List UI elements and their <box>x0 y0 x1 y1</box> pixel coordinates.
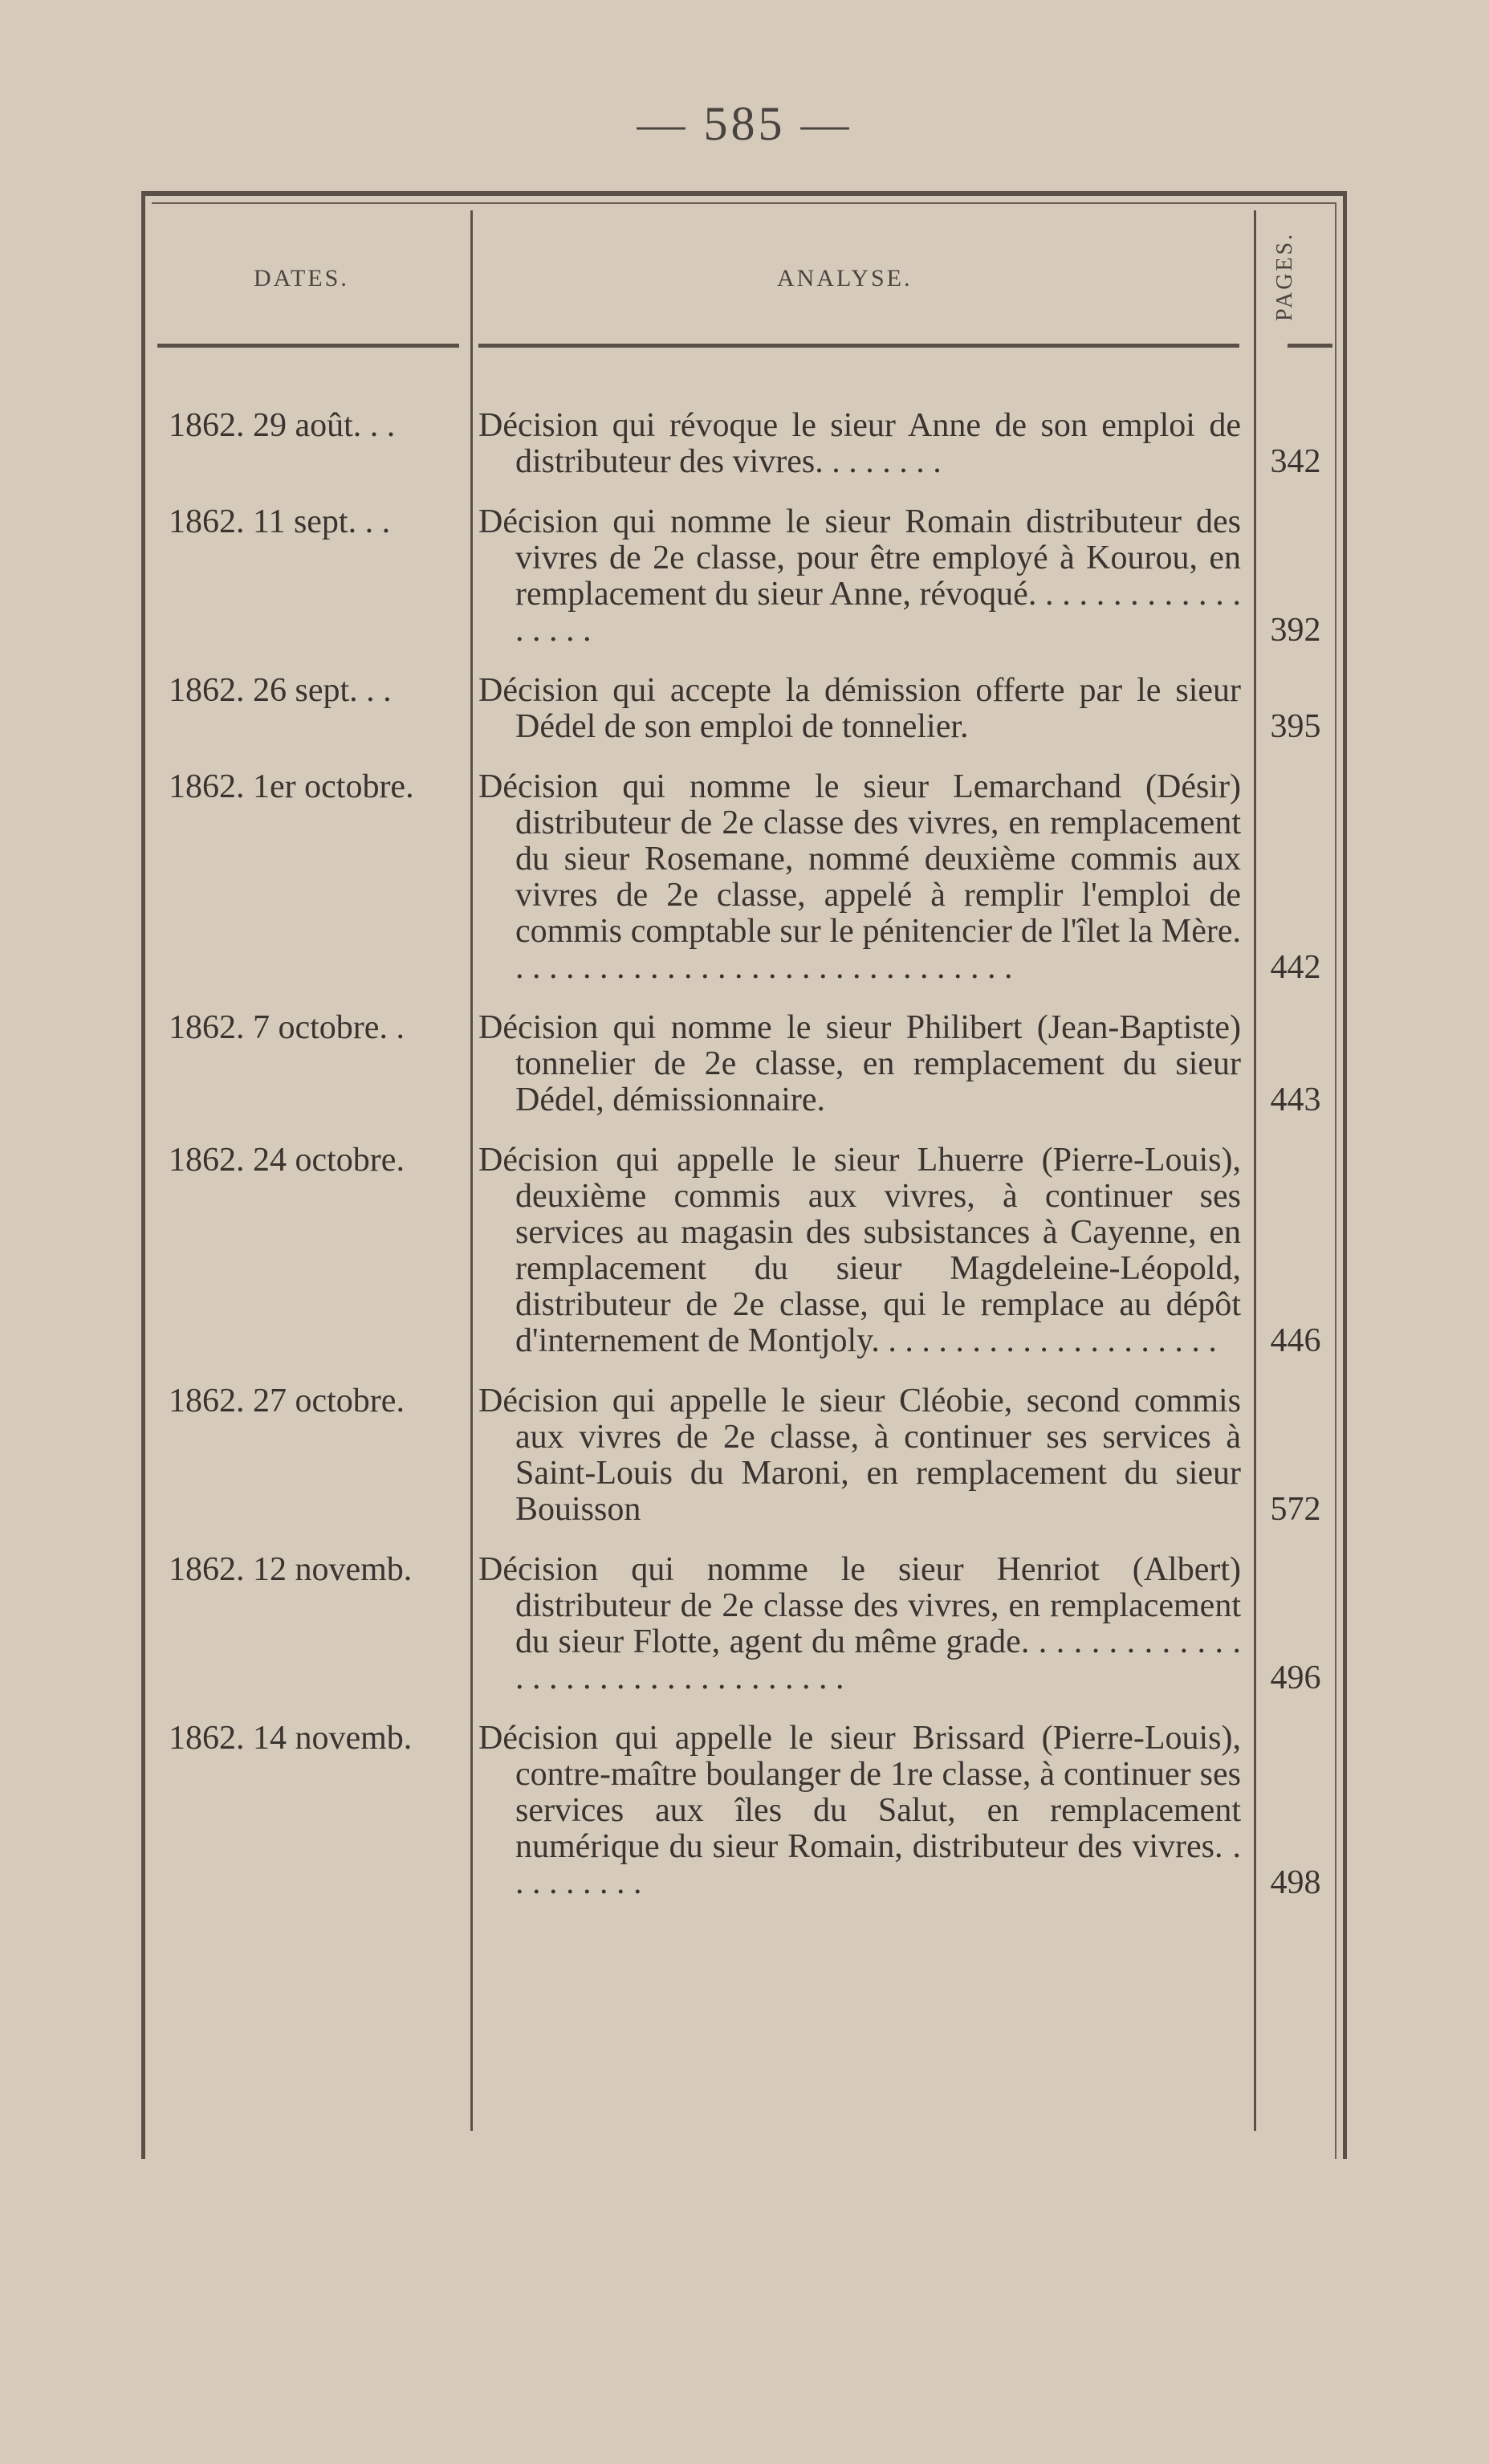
entry-page: 572 <box>1270 1491 1321 1528</box>
table-row <box>157 1010 1337 1118</box>
table-row <box>157 1721 1337 1901</box>
entry-analyse: Décision qui nomme le sieur Philibert (Jean-Baptiste) tonnelier de 2e classe, en remplacement du sieur Dédel, démissionnaire. <box>478 1009 1241 1118</box>
header-rule-dates <box>157 344 459 348</box>
entry-analyse: Décision qui nomme le sieur Henriot (Albert) distributeur de 2e classe des vivres, en remplacement du sieur Flotte, agent du même grade. . . . . . . . . . . . . . . . . . . . . . . . . . . . . . . . . <box>478 1551 1241 1696</box>
entry-date: 1862. 7 octobre. . <box>169 1010 405 1046</box>
entry-date: 1862. 12 novemb. <box>169 1552 413 1588</box>
entry-page: 442 <box>1270 949 1321 986</box>
entry-page: 498 <box>1270 1864 1321 1901</box>
entry-page: 496 <box>1270 1660 1321 1696</box>
entry-page: 342 <box>1270 443 1321 480</box>
entry-date: 1862. 27 octobre. <box>169 1383 405 1419</box>
page-number: — 585 — <box>637 97 852 150</box>
table-row <box>157 504 1337 649</box>
entry-date: 1862. 14 novemb. <box>169 1721 413 1757</box>
table-row <box>157 769 1337 986</box>
entry-page: 392 <box>1270 612 1321 649</box>
table-row <box>157 1142 1337 1359</box>
table-row <box>157 1383 1337 1528</box>
header-analyse: ANALYSE. <box>777 265 913 291</box>
entry-analyse: Décision qui appelle le sieur Cléobie, second commis aux vivres de 2e classe, à continuer ses services à Saint-Louis du Maroni, en remplacement du sieur Bouisson <box>478 1383 1241 1528</box>
header-dates: DATES. <box>254 265 349 291</box>
entry-date: 1862. 24 octobre. <box>169 1142 405 1179</box>
header-rule-analyse <box>478 344 1239 348</box>
entry-date: 1862. 26 sept. . . <box>169 673 392 709</box>
entry-page: 395 <box>1270 708 1321 745</box>
entry-analyse: Décision qui appelle le sieur Lhuerre (Pierre-Louis), deuxième commis aux vivres, à continuer ses services au magasin des subsistances à Cayenne, en remplacement du sieur Magdeleine-Léopold, distributeur de 2e classe, qui le remplace au dépôt d'internement de Montjoly. . . . . . . . . . . . . . . . . . . . . <box>478 1142 1241 1359</box>
entry-analyse: Décision qui révoque le sieur Anne de son emploi de distributeur des vivres. . . . . . . . <box>478 407 1241 480</box>
entry-analyse: Décision qui appelle le sieur Brissard (Pierre-Louis), contre-maître boulanger de 1re classe, à continuer ses services aux îles du Salut, en remplacement numérique du sieur Romain, distributeur des vivres. . . . . . . . . . <box>478 1720 1241 1901</box>
table-row <box>157 673 1337 745</box>
entry-date: 1862. 11 sept. . . <box>169 504 391 540</box>
entry-date: 1862. 29 août. . . <box>169 408 396 444</box>
entry-analyse: Décision qui nomme le sieur Romain distributeur des vivres de 2e classe, pour être employé à Kourou, en remplacement du sieur Anne, révoqué. . . . . . . . . . . . . . . . . . <box>478 503 1241 649</box>
table-row <box>157 1552 1337 1696</box>
entry-date: 1862. 1er octobre. <box>169 769 414 805</box>
header-rule-pages <box>1288 344 1332 348</box>
table-row <box>157 408 1337 480</box>
entry-page: 446 <box>1270 1322 1321 1359</box>
entries-list <box>157 408 1337 1925</box>
entry-page: 443 <box>1270 1081 1321 1118</box>
entry-analyse: Décision qui nomme le sieur Lemarchand (Désir) distributeur de 2e classe des vivres, en remplacement du sieur Rosemane, nommé deuxième commis aux vivres de 2e classe, appelé à remplir l'emploi de commis comptable sur le pénitencier de l'îlet la Mère. . . . . . . . . . . . . . . . . . . . . . . . . . . . . . . <box>478 768 1241 986</box>
header-pages: PAGES. <box>1272 231 1297 321</box>
entry-analyse: Décision qui accepte la démission offerte par le sieur Dédel de son emploi de tonnelier. <box>478 672 1241 745</box>
